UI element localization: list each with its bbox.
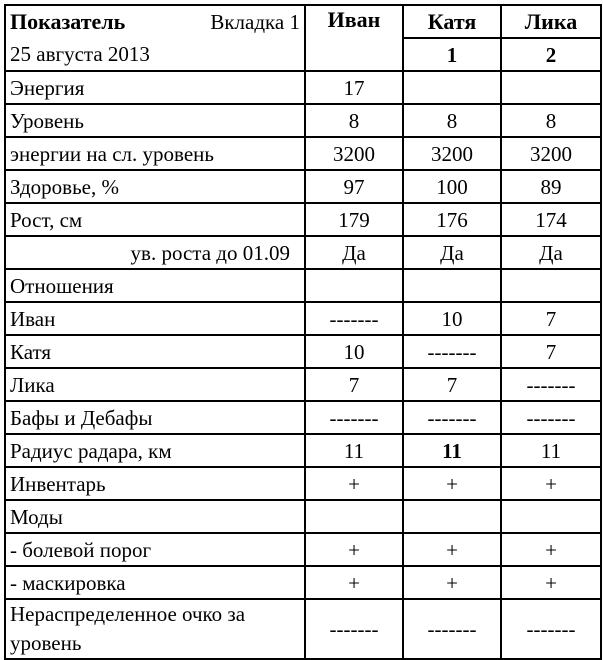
stats-sheet (4, 4, 602, 660)
row-label: Лика (5, 368, 305, 401)
stats-table (4, 4, 602, 660)
table-row (5, 137, 601, 170)
header-row (5, 5, 601, 38)
cell-value (305, 269, 403, 302)
cell-value: + (305, 467, 403, 500)
cell-value: 8 (403, 104, 501, 137)
column-header-ivan: Иван (305, 5, 403, 71)
table-row (5, 599, 601, 659)
cell-value: 10 (305, 335, 403, 368)
table-row (5, 368, 601, 401)
row-label: Здоровье, % (5, 170, 305, 203)
row-label: Рост, см (5, 203, 305, 236)
cell-value: + (305, 566, 403, 599)
table-row (5, 302, 601, 335)
cell-value: 97 (305, 170, 403, 203)
cell-value (501, 71, 601, 104)
column-header-lika: Лика (501, 5, 601, 38)
header-title-cell (5, 5, 305, 38)
cell-value: 7 (501, 302, 601, 335)
row-label: энергии на сл. уровень (5, 137, 305, 170)
row-label: Иван (5, 302, 305, 335)
cell-value: 176 (403, 203, 501, 236)
row-label: Бафы и Дебафы (5, 401, 305, 434)
cell-value: 7 (403, 368, 501, 401)
cell-value: ------- (501, 368, 601, 401)
cell-value: 100 (403, 170, 501, 203)
row-label: Катя (5, 335, 305, 368)
table-row (5, 401, 601, 434)
row-label: ув. роста до 01.09 (5, 236, 305, 269)
cell-value: 174 (501, 203, 601, 236)
table-row (5, 533, 601, 566)
cell-value (403, 500, 501, 533)
column-index-lika: 2 (501, 38, 601, 71)
cell-value: ------- (403, 401, 501, 434)
table-date: 25 августа 2013 (5, 38, 305, 71)
row-label: Нераспределенное очко за уровень (5, 599, 305, 659)
table-row (5, 269, 601, 302)
table-row (5, 566, 601, 599)
cell-value: + (501, 566, 601, 599)
cell-value: 179 (305, 203, 403, 236)
table-row (5, 500, 601, 533)
section-label: Отношения (5, 269, 305, 302)
column-header-katya: Катя (403, 5, 501, 38)
table-row (5, 434, 601, 467)
table-title: Показатель (10, 9, 126, 34)
cell-value: ------- (305, 401, 403, 434)
cell-value: 17 (305, 71, 403, 104)
cell-value: Да (305, 236, 403, 269)
row-label: Инвентарь (5, 467, 305, 500)
row-label: Уровень (5, 104, 305, 137)
table-row (5, 335, 601, 368)
row-label: Энергия (5, 71, 305, 104)
section-label: Моды (5, 500, 305, 533)
row-label: Радиус радара, км (5, 434, 305, 467)
cell-value: ------- (403, 599, 501, 659)
cell-value: ------- (501, 599, 601, 659)
cell-value: 11 (501, 434, 601, 467)
row-label: - маскировка (5, 566, 305, 599)
cell-value: + (305, 533, 403, 566)
cell-value: ------- (501, 401, 601, 434)
cell-value (501, 500, 601, 533)
header-row-2 (5, 38, 601, 71)
cell-value (501, 269, 601, 302)
cell-value: 89 (501, 170, 601, 203)
table-row (5, 104, 601, 137)
cell-value: ------- (403, 335, 501, 368)
cell-value: + (403, 467, 501, 500)
cell-value (305, 500, 403, 533)
table-row (5, 170, 601, 203)
cell-value: Да (501, 236, 601, 269)
tab-label: Вкладка 1 (210, 10, 300, 34)
cell-value: 10 (403, 302, 501, 335)
cell-value: 11 (403, 434, 501, 467)
cell-value: 3200 (305, 137, 403, 170)
cell-value: 8 (501, 104, 601, 137)
row-label: - болевой порог (5, 533, 305, 566)
cell-value: + (501, 467, 601, 500)
cell-value: Да (403, 236, 501, 269)
cell-value: 3200 (403, 137, 501, 170)
cell-value: 7 (305, 368, 403, 401)
table-row (5, 203, 601, 236)
cell-value: 8 (305, 104, 403, 137)
cell-value (403, 269, 501, 302)
cell-value: 7 (501, 335, 601, 368)
cell-value (403, 71, 501, 104)
column-index-katya: 1 (403, 38, 501, 71)
cell-value: ------- (305, 599, 403, 659)
table-row (5, 467, 601, 500)
cell-value: + (501, 533, 601, 566)
cell-value: + (403, 533, 501, 566)
cell-value: 11 (305, 434, 403, 467)
table-row (5, 71, 601, 104)
table-row (5, 236, 601, 269)
cell-value: 3200 (501, 137, 601, 170)
cell-value: ------- (305, 302, 403, 335)
cell-value: + (403, 566, 501, 599)
